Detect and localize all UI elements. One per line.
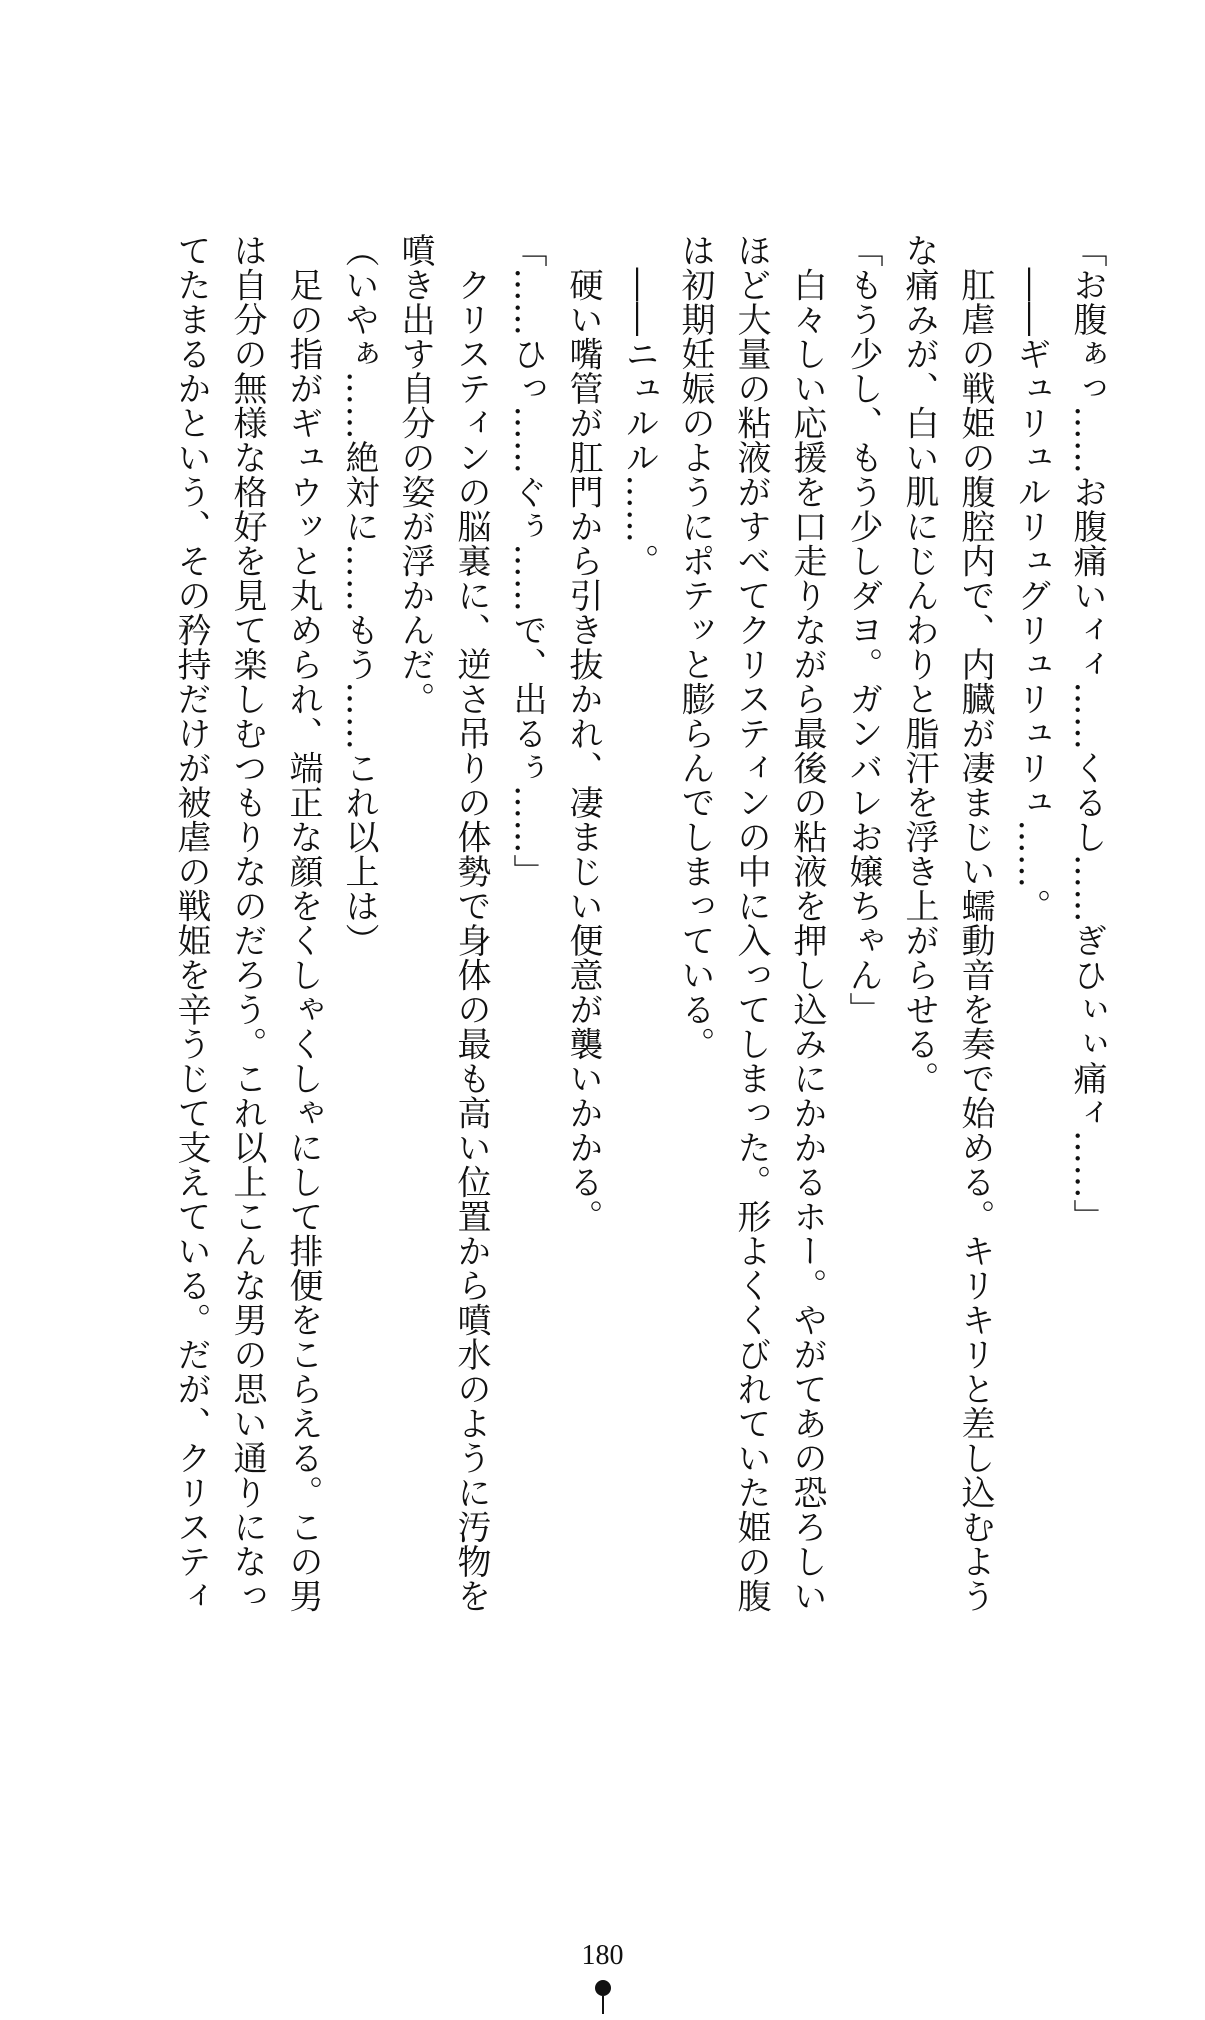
text-line-2: ――ギュリュルリュグリュリュリュ……。 — [1011, 233, 1051, 923]
text-line-1: 「お腹ぁっ……お腹痛いィィ……くるし……ぎひぃぃ痛ィ……」 — [1067, 233, 1107, 1234]
vertical-text-block — [115, 233, 1115, 1703]
text-line-10: 硬い嘴管が肛門から引き抜かれ、凄まじい便意が襲いかかる。 — [563, 233, 603, 1234]
text-line-13: 噴き出す自分の姿が浮かんだ。 — [395, 233, 435, 716]
text-line-6: 白々しい応援を口走りながら最後の粘液を押し込みにかかるホー。やがてあの恐ろしい — [787, 233, 827, 1613]
text-line-7: ほど大量の粘液がすべてクリスティンの中に入ってしまった。形よくくびれていた姫の腹 — [731, 233, 771, 1613]
text-line-3: 肛虐の戦姫の腹腔内で、内臓が凄まじい蠕動音を奏で始める。キリキリと差し込むよう — [955, 233, 995, 1613]
text-line-17: てたまるかという、その矜持だけが被虐の戦姫を辛うじて支えている。だが、クリスティ — [171, 233, 211, 1613]
page-number: 180 — [581, 1940, 624, 1971]
text-line-11: 「……ひっ……ぐぅ……で、出るぅ……」 — [507, 233, 547, 889]
text-line-16: は自分の無様な格好を見て楽しむつもりなのだろう。これ以上こんな男の思い通りになっ — [227, 233, 267, 1613]
text-line-8: は初期妊娠のようにポテッと膨らんでしまっている。 — [675, 233, 715, 1061]
page-marker-dot — [595, 1980, 611, 1996]
text-line-9: ――ニュルル……。 — [619, 233, 659, 578]
page-marker-stem — [602, 1996, 604, 2014]
text-line-15: 足の指がギュウッと丸められ、端正な顔をくしゃくしゃにして排便をこらえる。この男 — [283, 233, 323, 1613]
text-line-5: 「もう少し、もう少しダヨ。ガンバレお嬢ちゃん」 — [843, 233, 883, 1027]
text-line-14: （いやぁ……絶対に……もう……これ以上は） — [339, 233, 379, 958]
text-line-12: クリスティンの脳裏に、逆さ吊りの体勢で身体の最も高い位置から噴水のように汚物を — [451, 233, 491, 1613]
text-line-4: な痛みが、白い肌にじんわりと脂汗を浮き上がらせる。 — [899, 233, 939, 1096]
